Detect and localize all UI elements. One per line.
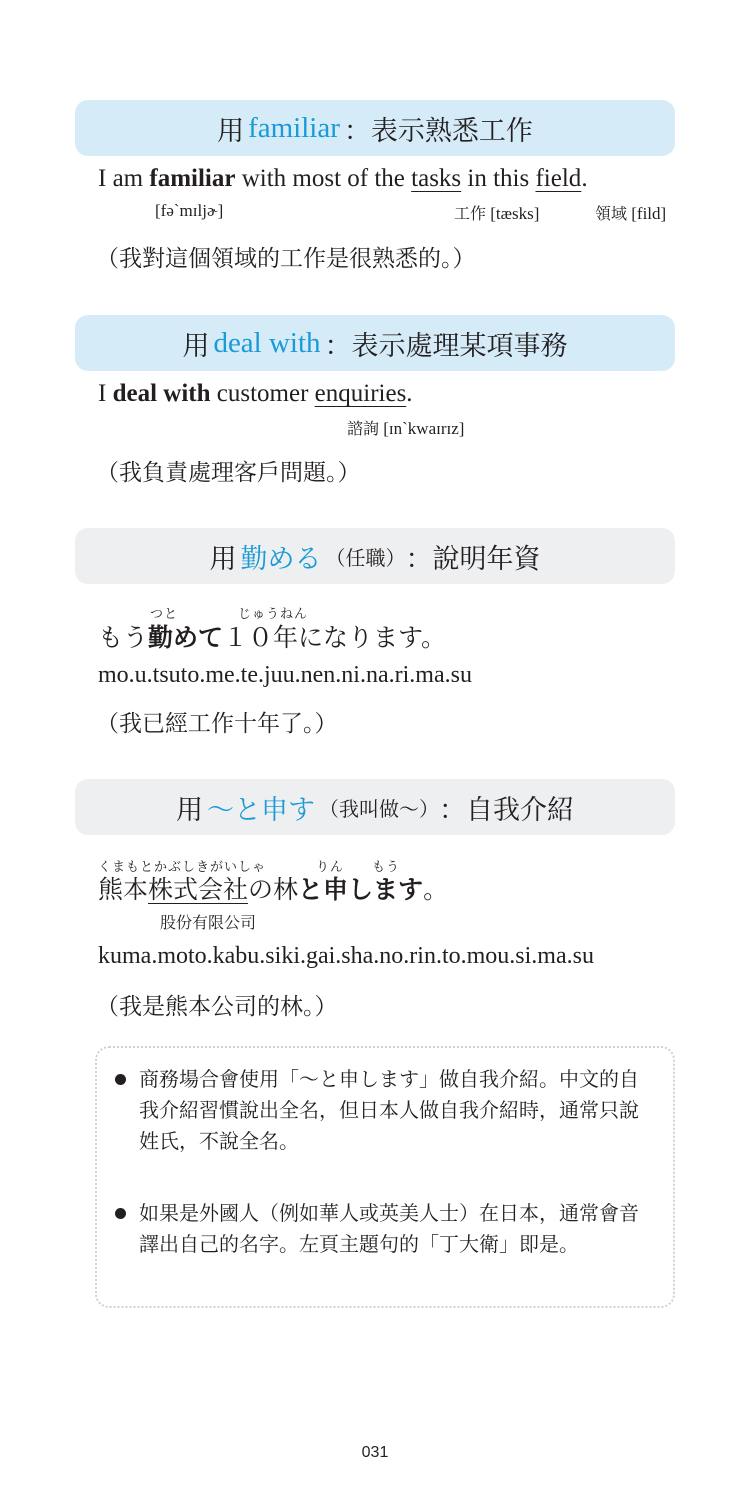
text-part: I (98, 380, 113, 407)
page-number: 031 (361, 1444, 389, 1461)
example-sentence-ja (98, 618, 446, 654)
gloss-kabushikigaisha (160, 910, 256, 933)
gloss-ipa: [fild] (631, 204, 667, 223)
heading-gloss: （我叫做～） (319, 796, 439, 821)
bullet-icon (115, 1074, 126, 1085)
text-part: . (406, 380, 413, 407)
section-heading-tsutomeru (75, 528, 675, 584)
ruby-kumamoto-kabushikigaisha: くまもとかぶしきがいしゃ (98, 860, 267, 875)
heading-description: ：說明年資 (405, 543, 541, 575)
text-part: の林 (248, 875, 299, 904)
heading-keyword: deal with (213, 326, 321, 359)
note-text: 商務場合會使用「～と申します」做自我介紹。中文的自我介紹習慣說出全名，但日本人做自我介紹時，通常只說姓氏，不說全名。 (139, 1067, 639, 1153)
heading-prefix: 用 (217, 115, 245, 147)
phonetic-familiar: [fəˋmɪljɚ] (155, 201, 224, 220)
heading-description: ：表示處理某項事務 (324, 330, 568, 362)
gloss-ipa: [tæsks] (490, 204, 540, 223)
heading-description: ：表示熟悉工作 (343, 115, 533, 147)
heading-prefix: 用 (176, 794, 203, 826)
heading-prefix: 用 (182, 330, 210, 362)
translation: （我是熊本公司的林。） (96, 994, 338, 1020)
heading-description: ：自我介紹 (439, 794, 574, 826)
notes-box (95, 1046, 675, 1308)
text-part: with most of the (235, 165, 412, 192)
heading-gloss: （任職） (325, 545, 406, 570)
section-heading-deal-with (75, 315, 675, 371)
keyword-bold: familiar (149, 165, 236, 192)
romaji: mo.u.tsuto.me.te.juu.nen.ni.na.ri.ma.su (98, 662, 472, 688)
gloss-tasks (454, 201, 539, 224)
keyword-bold: 勤めて (148, 623, 224, 652)
gloss-zh: 工作 (454, 204, 487, 223)
note-text: 如果是外國人（例如華人或英美人士）在日本，通常會音譯出自己的名字。左頁主題句的「丁大衛」即是。 (139, 1201, 639, 1256)
text-part: in this (461, 165, 536, 192)
keyword-bold: と申します (298, 875, 424, 904)
ruby-tsuto: つと (150, 607, 179, 622)
ruby-mou: もう (372, 860, 401, 875)
heading-prefix: 用 (209, 543, 237, 575)
keyword-bold: deal with (112, 380, 211, 407)
heading-keyword: 勤める (240, 543, 322, 575)
text-part: もう (98, 623, 149, 652)
romaji: kuma.moto.kabu.siki.gai.sha.no.rin.to.mou.si.ma.su (98, 943, 594, 969)
text-part: . (581, 165, 588, 192)
gloss-enquiries (347, 416, 464, 439)
translation: （我對這個領域的工作是很熟悉的。） (96, 246, 476, 272)
example-sentence-en (98, 165, 588, 193)
gloss-field (595, 201, 666, 224)
ruby-rin: りん (316, 860, 345, 875)
translation: （我已經工作十年了。） (96, 711, 338, 737)
vocab-underlined: 株式会社 (148, 875, 249, 904)
heading-keyword: familiar (248, 111, 340, 144)
vocab-underlined: tasks (411, 165, 462, 192)
heading-keyword: ～と申す (207, 794, 315, 826)
gloss-zh: 諮詢 (347, 419, 380, 438)
vocab-underlined: field (535, 165, 582, 192)
text-part: 熊本 (98, 875, 149, 904)
note-item (115, 1198, 655, 1260)
gloss-zh: 領域 (595, 204, 628, 223)
example-sentence-en (98, 380, 413, 408)
gloss-ipa: [ɪnˋkwaɪrɪz] (383, 419, 465, 438)
example-sentence-ja (98, 870, 448, 906)
translation: （我負責處理客戶問題。） (96, 460, 361, 486)
text-part: I am (98, 165, 150, 192)
bullet-icon (115, 1208, 126, 1219)
note-item (115, 1064, 655, 1157)
text-part: customer (210, 380, 315, 407)
gloss-zh: 股份有限公司 (160, 913, 257, 932)
section-heading-to-mousu (75, 779, 675, 835)
text-part: １０年になります。 (223, 623, 447, 652)
vocab-underlined: enquiries (314, 380, 407, 407)
text-part: 。 (423, 875, 449, 904)
ruby-juunen: じゅうねん (238, 607, 309, 622)
section-heading-familiar (75, 100, 675, 156)
